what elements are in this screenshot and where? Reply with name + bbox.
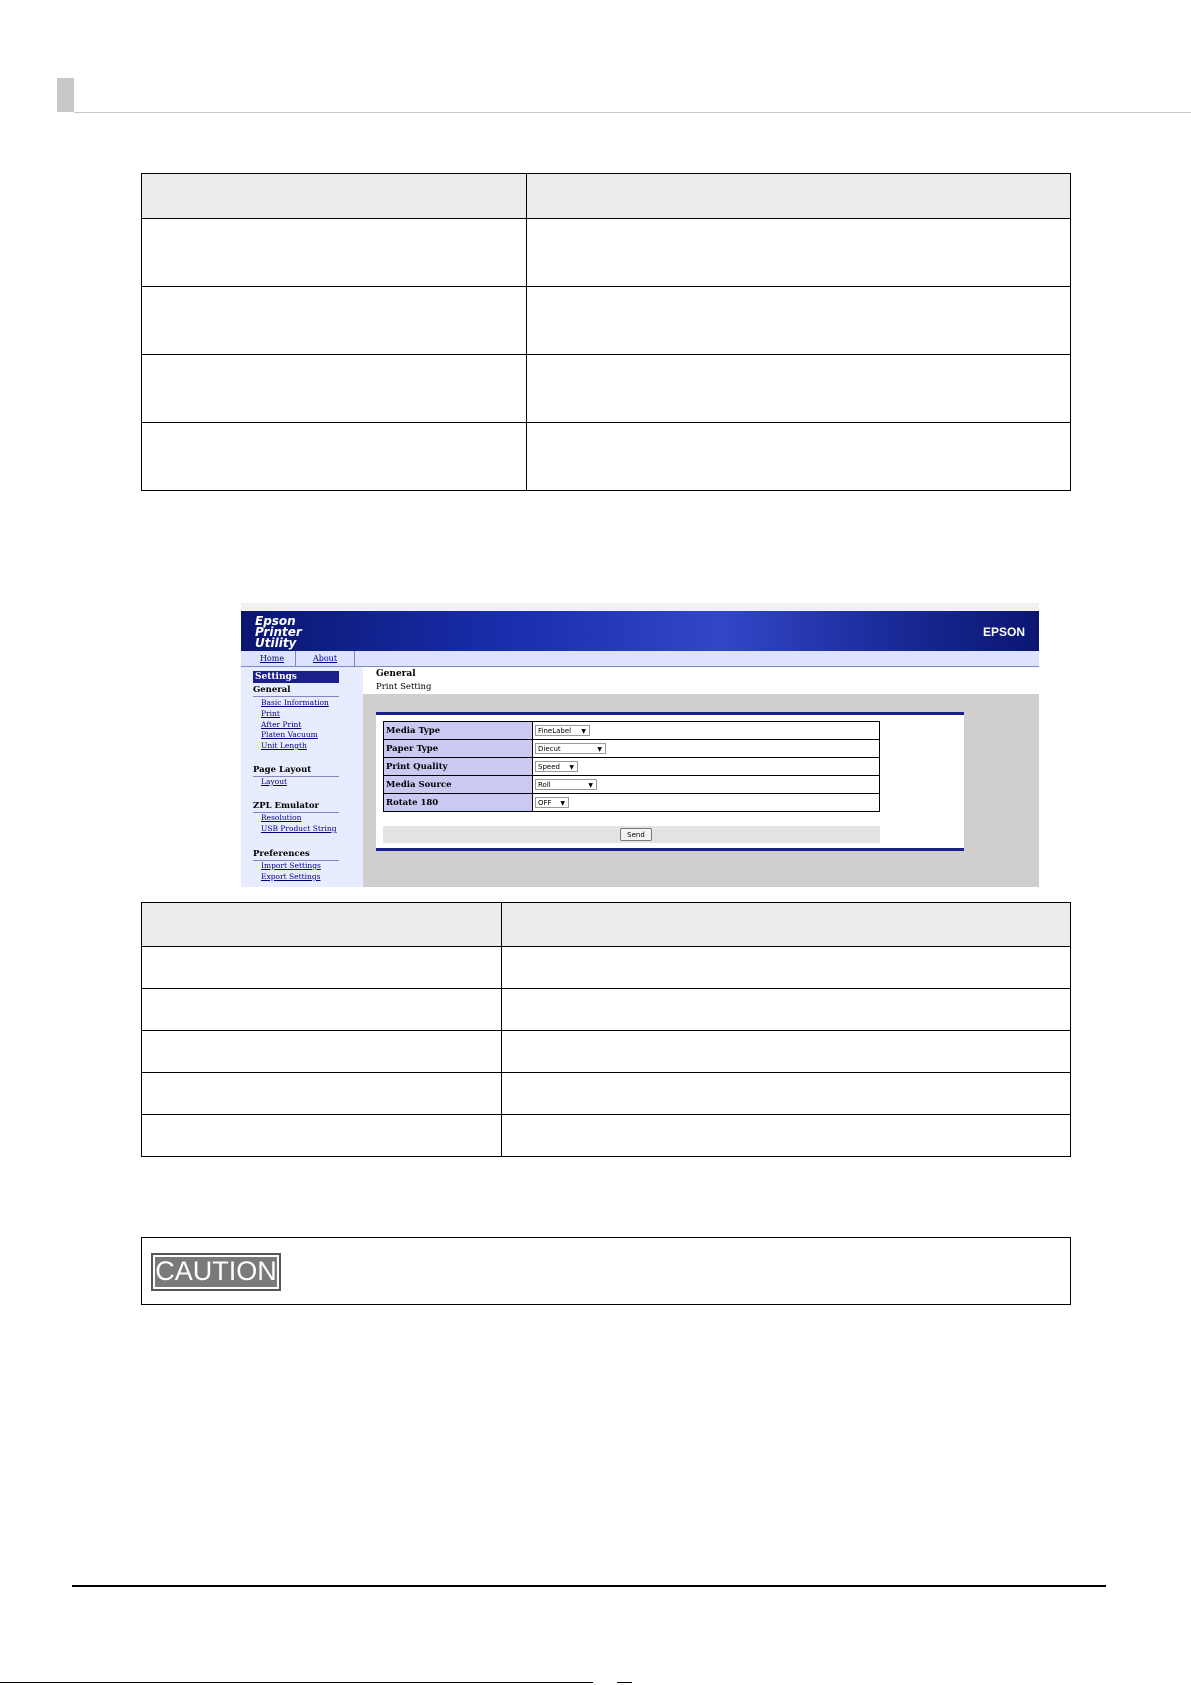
table-row [142,287,1071,355]
table-cell [502,1073,1071,1115]
table-cell [142,219,527,287]
setting-row-print-quality [384,758,880,776]
setting-row-paper-type [384,740,880,758]
sidebar-link-resolution[interactable]: Resolution [261,813,302,822]
table-cell [142,1073,502,1115]
bottom-mark [617,1682,632,1683]
table-row [142,1115,1071,1157]
table-cell [142,355,527,423]
main-content [363,667,1039,887]
sidebar-settings-heading: Settings [253,671,339,683]
table-row [142,423,1071,491]
media-type-select[interactable]: FineLabel ▼ [535,725,590,736]
sidebar-link-platen-vacuum[interactable]: Platen Vacuum [261,730,318,739]
table-cell [527,219,1071,287]
setting-label: Media Type [384,722,533,740]
table-cell [527,355,1071,423]
table-cell [142,947,502,989]
print-setting-table [383,721,880,812]
app-banner [241,611,1039,651]
settings-table-2 [141,902,1071,1157]
table-cell [142,1031,502,1073]
table-cell [502,1115,1071,1157]
tab-about[interactable]: About [296,651,355,666]
sidebar-link-unit-length[interactable]: Unit Length [261,741,307,750]
table-cell [502,989,1071,1031]
caution-badge: CAUTION [151,1253,281,1291]
breadcrumb [363,667,1039,694]
chevron-down-icon: ▼ [569,764,574,771]
epson-logo: EPSON [982,625,1025,639]
table-cell [142,1115,502,1157]
caution-box [141,1237,1071,1305]
print-setting-panel [376,712,964,851]
settings-table-1 [141,173,1071,491]
top-nav [241,651,1039,667]
table-row [142,355,1071,423]
sidebar-link-import-settings[interactable]: Import Settings [261,861,321,870]
app-title: Epson Printer Utility [255,614,302,650]
table-header-cell [142,903,502,947]
table-row [142,989,1071,1031]
table-header-cell [502,903,1071,947]
sidebar [241,667,363,887]
chevron-down-icon: ▼ [597,746,602,753]
table-header-cell [142,174,527,219]
send-bar [383,826,880,843]
table-header-row [142,174,1071,219]
print-quality-select[interactable]: Speed ▼ [535,761,578,772]
header-rule [74,112,1191,113]
table-row [142,1031,1071,1073]
utility-screenshot [241,603,1039,887]
breadcrumb-section: General [376,669,416,679]
sidebar-section-zpl-emulator: ZPL Emulator [253,801,339,813]
sidebar-link-layout[interactable]: Layout [261,777,288,786]
setting-label: Print Quality [384,758,533,776]
sidebar-link-after-print[interactable]: After Print [261,720,302,729]
bottom-rule [0,1682,593,1683]
sidebar-link-print[interactable]: Print [261,709,280,718]
table-cell [527,287,1071,355]
header-bar-block [57,78,74,112]
setting-label: Paper Type [384,740,533,758]
table-cell [502,947,1071,989]
table-cell [142,989,502,1031]
setting-label: Rotate 180 [384,794,533,812]
table-header-cell [527,174,1071,219]
chevron-down-icon: ▼ [581,728,586,735]
setting-label: Media Source [384,776,533,794]
table-row [142,219,1071,287]
chevron-down-icon: ▼ [588,782,593,789]
sidebar-link-export-settings[interactable]: Export Settings [261,872,321,881]
table-cell [502,1031,1071,1073]
sidebar-link-usb-product-string[interactable]: USB Product String [261,824,337,833]
table-cell [142,287,527,355]
setting-row-media-type [384,722,880,740]
setting-row-media-source [384,776,880,794]
tab-home[interactable]: Home [249,651,296,666]
send-button[interactable]: Send [620,828,652,841]
breadcrumb-page: Print Setting [376,682,432,692]
sidebar-section-page-layout: Page Layout [253,765,339,777]
sidebar-section-preferences: Preferences [253,849,339,861]
table-cell [142,423,527,491]
media-source-select[interactable]: Roll ▼ [535,779,597,790]
table-row [142,947,1071,989]
footer-rule [72,1585,1106,1587]
sidebar-section-general: General [253,685,339,697]
chevron-down-icon: ▼ [560,800,565,807]
setting-row-rotate-180 [384,794,880,812]
paper-type-select[interactable]: Diecut ▼ [535,743,606,754]
rotate-180-select[interactable]: OFF ▼ [535,797,569,808]
table-header-row [142,903,1071,947]
table-row [142,1073,1071,1115]
table-cell [527,423,1071,491]
sidebar-link-basic-information[interactable]: Basic Information [261,698,329,707]
